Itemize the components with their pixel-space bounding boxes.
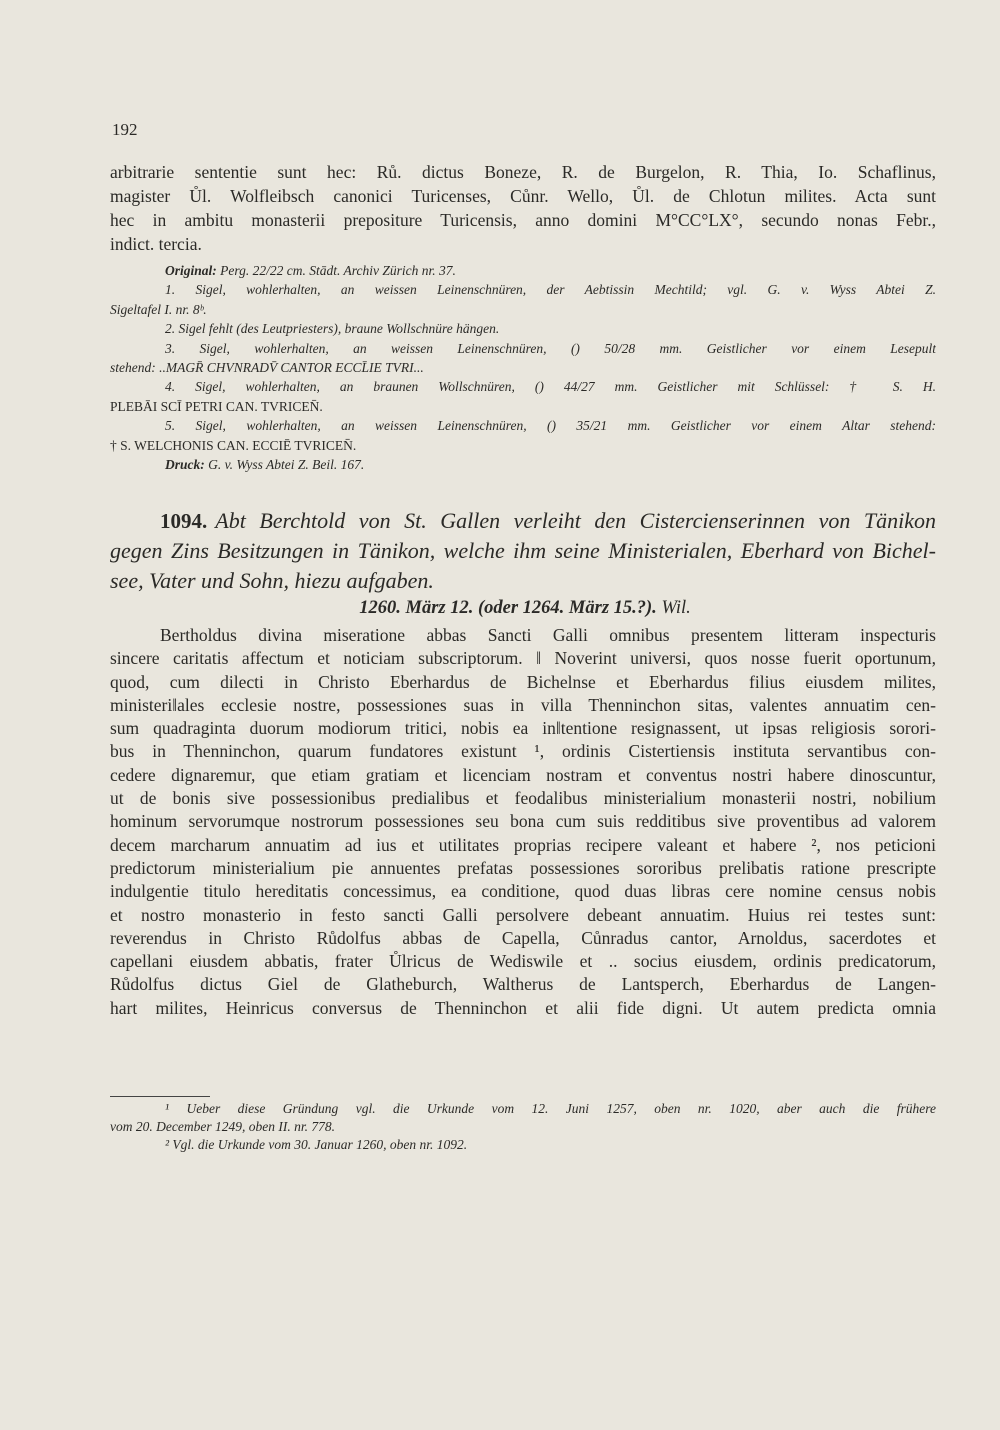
text-line: magister Ůl. Wolfleibsch canonici Turicenses, Cůnr. Wello, Ůl. de Chlotun milites. Acta sunt xyxy=(110,186,936,206)
charter-text xyxy=(110,624,936,1020)
heading-text: Abt Berchtold von St. Gallen verleiht den Cistercienserinnen von Tänikon xyxy=(215,508,936,533)
date-line xyxy=(0,598,1000,619)
text-line: indict. tercia. xyxy=(110,234,202,254)
seal-note: 1. Sigel, wohlerhalten, an weissen Leinenschnüren, der Aebtissin Mechtild; vgl. G. v. Wyss Abtei Z. xyxy=(165,282,936,298)
text-line: reverendus in Christo Růdolfus abbas de Capella, Cůnradus cantor, Arnoldus, sacerdotes et xyxy=(110,927,936,948)
text-line: hart milites, Heinricus conversus de Thenninchon et alii fide digni. Ut autem predicta omnia xyxy=(110,997,936,1018)
text-line: hominum servorumque nostrorum possessiones seu bona cum suis redditibus sive proventibus ad valorem xyxy=(110,811,936,832)
footnotes xyxy=(110,1100,936,1154)
seal-note: 2. Sigel fehlt (des Leutpriesters), braune Wollschnüre hängen. xyxy=(165,321,500,337)
document-date: 1260. März 12. (oder 1264. März 15.?). xyxy=(359,598,657,618)
text-line: Růdolfus dictus Giel de Glatheburch, Waltherus de Lantsperch, Eberhardus de Langen- xyxy=(110,974,936,995)
text-line: decem marcharum annuatim ad ius et utilitates proprias recipere valeant et habere ², nos peticioni xyxy=(110,834,936,855)
seal-note: 4. Sigel, wohlerhalten, an braunen Wollschnüren, () 44/27 mm. Geistlicher mit Schlüssel: † S. H. xyxy=(165,379,936,395)
text-line: arbitrarie sententie sunt hec: Rů. dictus Boneze, R. de Burgelon, R. Thia, Io. Schaflinus, xyxy=(110,162,936,182)
text-line: et nostro monasterio in festo sancti Galli persolvere debeant annuatim. Huius rei testes sunt: xyxy=(110,904,936,925)
text-line: Bertholdus divina miseratione abbas Sancti Galli omnibus presentem litteram inspecturis xyxy=(160,625,936,645)
druck-note xyxy=(110,455,936,474)
footnote: vom 20. December 1249, oben II. nr. 778. xyxy=(110,1119,335,1134)
druck-text: G. v. Wyss Abtei Z. Beil. 167. xyxy=(204,457,365,473)
footnote: ¹ Ueber diese Gründung vgl. die Urkunde vom 12. Juni 1257, oben nr. 1020, aber auch die frühere xyxy=(165,1101,936,1116)
text-line: hec in ambitu monasterii prepositure Turicensis, anno domini M°CC°LX°, secundo nonas Febr., xyxy=(110,210,936,230)
seal-note: Sigeltafel I. nr. 8ᵇ. xyxy=(110,301,207,317)
text-line: sum quadraginta duorum modiorum tritici, nobis ea in‖tentione resignassent, ut ipsas religiosis sorori- xyxy=(110,718,936,739)
footnote-divider xyxy=(110,1096,210,1097)
seal-note: stehend: ..MAGR̄ CHVNRADV̄ CANTOR ECCL̄IE TVRI... xyxy=(110,360,424,376)
text-line: indulgentie titulo hereditatis concessimus, ea conditione, quod duas libras cere nomine census nobis xyxy=(110,881,936,902)
footnote: ² Vgl. die Urkunde vom 30. Januar 1260, oben nr. 1092. xyxy=(165,1137,468,1152)
text-line: cedere dignaremur, que etiam gratiam et licenciam nostram et conventus nostri habere dinoscuntur, xyxy=(110,764,936,785)
original-label: Original: xyxy=(165,263,217,278)
text-line: bus in Thenninchon, quarum fundatores existunt ¹, ordinis Cistertiensis instituta servantibus con- xyxy=(110,741,936,762)
page-number: 192 xyxy=(112,120,138,139)
document-number: 1094. xyxy=(160,509,208,533)
heading-line xyxy=(110,506,936,536)
text-line: predictorum ministerialium pie annuentes prefatas possessiones sororibus prelibatis ratione prescripte xyxy=(110,857,936,878)
original-note xyxy=(110,261,936,280)
seal-note: 5. Sigel, wohlerhalten, an weissen Leinenschnüren, () 35/21 mm. Geistlicher vor einem Altar stehend: xyxy=(165,418,936,434)
seal-legend: † S. WELCHONIS CAN. ECCIĒ TVRICEN̄. xyxy=(110,437,357,453)
document-place: Wil. xyxy=(661,598,691,618)
druck-label: Druck: xyxy=(165,457,205,473)
text-line: capellani eiusdem abbatis, frater Ůlricus de Wediswile et .. socius eiusdem, ordinis predicatorum, xyxy=(110,951,936,972)
heading-line: see, Vater und Sohn, hiezu aufgaben. xyxy=(110,568,434,593)
text-line: quod, cum dilecti in Christo Eberhardus de Bichelnse et Eberhardus filius eiusdem milites, xyxy=(110,671,936,692)
intro-paragraph xyxy=(110,160,936,256)
text-line: ut de bonis sive possessionibus predialibus et feodalibus ministerialium monasterii nostri, nobilium xyxy=(110,788,936,809)
text-line: sincere caritatis affectum et noticiam subscriptorum. ‖ Noverint universi, quos nosse fuerit oportunum, xyxy=(110,648,936,669)
seal-note: 3. Sigel, wohlerhalten, an weissen Leinenschnüren, () 50/28 mm. Geistlicher vor einem Lesepult xyxy=(165,340,936,356)
text-line: ministeri‖ales ecclesie nostre, possessiones suas in villa Thenninchon sitas, valentes annuatim cen- xyxy=(110,694,936,715)
document-heading xyxy=(110,506,936,596)
heading-line: gegen Zins Besitzungen in Tänikon, welche ihm seine Ministerialen, Eberhard von Bichel- xyxy=(110,538,936,563)
original-text: Perg. 22/22 cm. Stādt. Archiv Zürich nr. 37. xyxy=(216,263,456,278)
archival-notes xyxy=(110,261,936,474)
seal-legend: PLEBĀI SCĪ PETRI CAN. TVRICEN̄. xyxy=(110,398,323,414)
